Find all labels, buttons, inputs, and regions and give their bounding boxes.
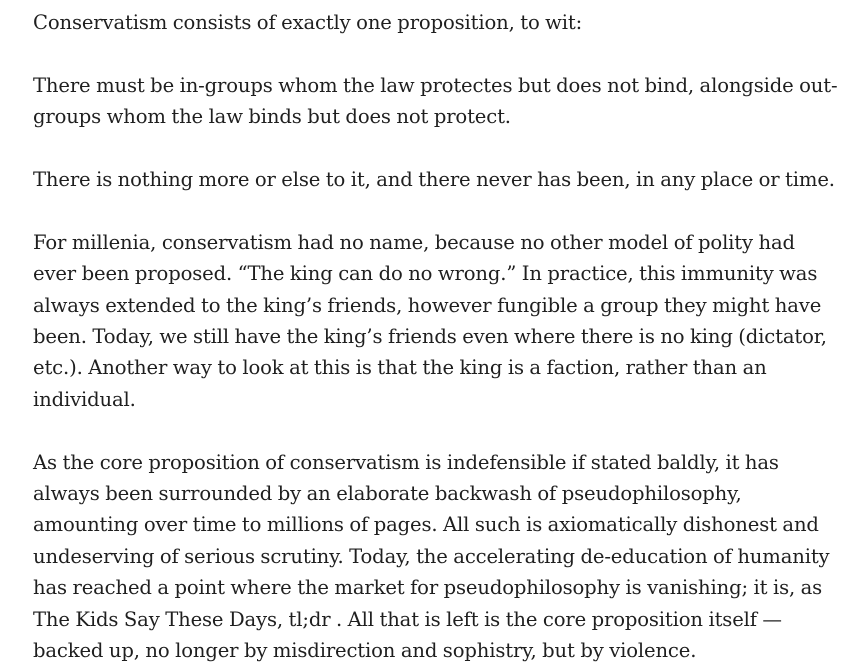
- paragraph-nothing-more: There is nothing more or else to it, and there never has been, in any place or time.: [33, 168, 835, 191]
- paragraph-thesis: Conservatism consists of exactly one proposition, to wit:: [33, 11, 583, 34]
- paragraph-proposition: There must be in-groups whom the law protectes but does not bind, alongside out-groups whom the law binds but does not protect.: [33, 73, 838, 129]
- article-body: [33, 7, 843, 666]
- paragraph-pseudophilosophy: As the core proposition of conservatism is indefensible if stated baldly, it has always been surrounded by an elaborate backwash of pseudophilosophy, amounting over time to millions of pages. All such is axiomatically dishonest and undeserving of serious scrutiny. Today, the accelerating de-education of humanity has reached a point where the market for pseudophilosophy is vanishing; it is, as The Kids Say These Days, tl;dr . All that is left is the core proposition itself — backed up, no longer by misdirection and sophistry, but by violence.: [33, 450, 830, 663]
- paragraph-history: For millenia, conservatism had no name, because no other model of polity had ever been proposed. “The king can do no wrong.” In practice, this immunity was always extended to the king’s friends, however fungible a group they might have been. Today, we still have the king’s friends even where there is no king (dictator, etc.). Another way to look at this is that the king is a faction, rather than an individual.: [33, 230, 827, 411]
